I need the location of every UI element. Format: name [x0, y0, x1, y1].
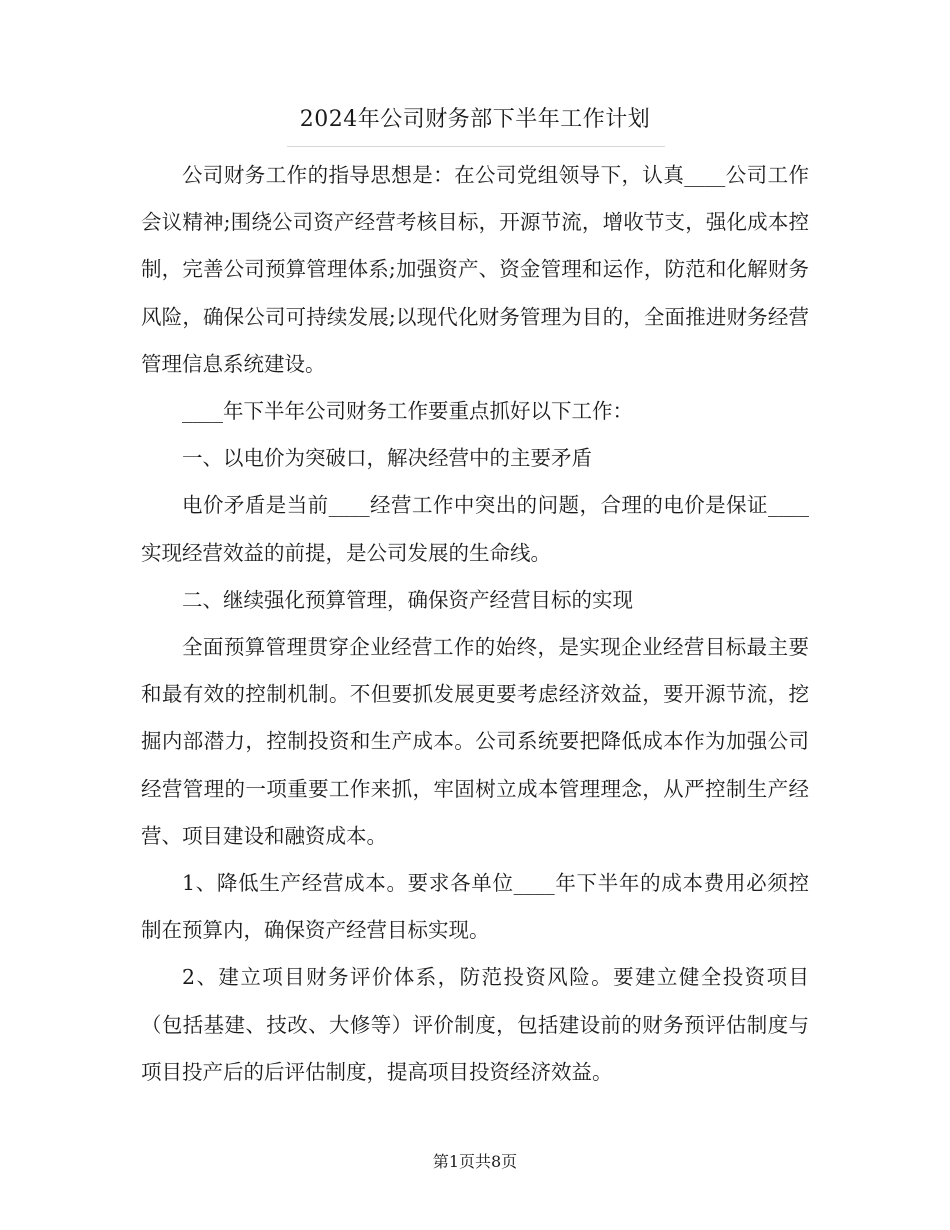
document-title: 2024年公司财务部下半年工作计划: [299, 107, 651, 132]
section-heading-1: 一、以电价为突破口，解决经营中的主要矛盾: [182, 446, 592, 471]
list-item-1: 1、降低生产经营成本。要求各单位____年下半年的成本费用必须控制在预算内，确保资产经营目标实现。: [141, 871, 809, 943]
page-number: 第1页共8页: [432, 1152, 518, 1171]
paragraph-key-tasks-intro: ____年下半年公司财务工作要重点抓好以下工作：: [182, 399, 633, 424]
paragraph-electricity-price: 电价矛盾是当前____经营工作中突出的问题，合理的电价是保证____实现经营效益的前提，是公司发展的生命线。: [141, 493, 809, 565]
list-item-2: 2、建立项目财务评价体系，防范投资风险。要建立健全投资项目（包括基建、技改、大修等）评价制度，包括建设前的财务预评估制度与项目投产后的后评估制度，提高项目投资经济效益。: [141, 965, 809, 1084]
document-body: [141, 152, 809, 1096]
section-heading-2: 二、继续强化预算管理，确保资产经营目标的实现: [182, 587, 633, 612]
paragraph-budget-management: 全面预算管理贯穿企业经营工作的始终，是实现企业经营目标最主要和最有效的控制机制。不但要抓发展更要考虑经济效益，要开源节流，挖掘内部潜力，控制投资和生产成本。公司系统要把降低成本作为加强公司经营管理的一项重要工作来抓，牢固树立成本管理理念，从严控制生产经营、项目建设和融资成本。: [141, 635, 809, 848]
paragraph-guiding-principle: 公司财务工作的指导思想是：在公司党组领导下，认真____公司工作会议精神;围绕公司资产经营考核目标，开源节流，增收节支，强化成本控制，完善公司预算管理体系;加强资产、资金管理和运作，防范和化解财务风险，确保公司可持续发展;以现代化财务管理为目的，全面推进财务经营管理信息系统建设。: [141, 163, 809, 376]
title-divider: [287, 146, 665, 147]
